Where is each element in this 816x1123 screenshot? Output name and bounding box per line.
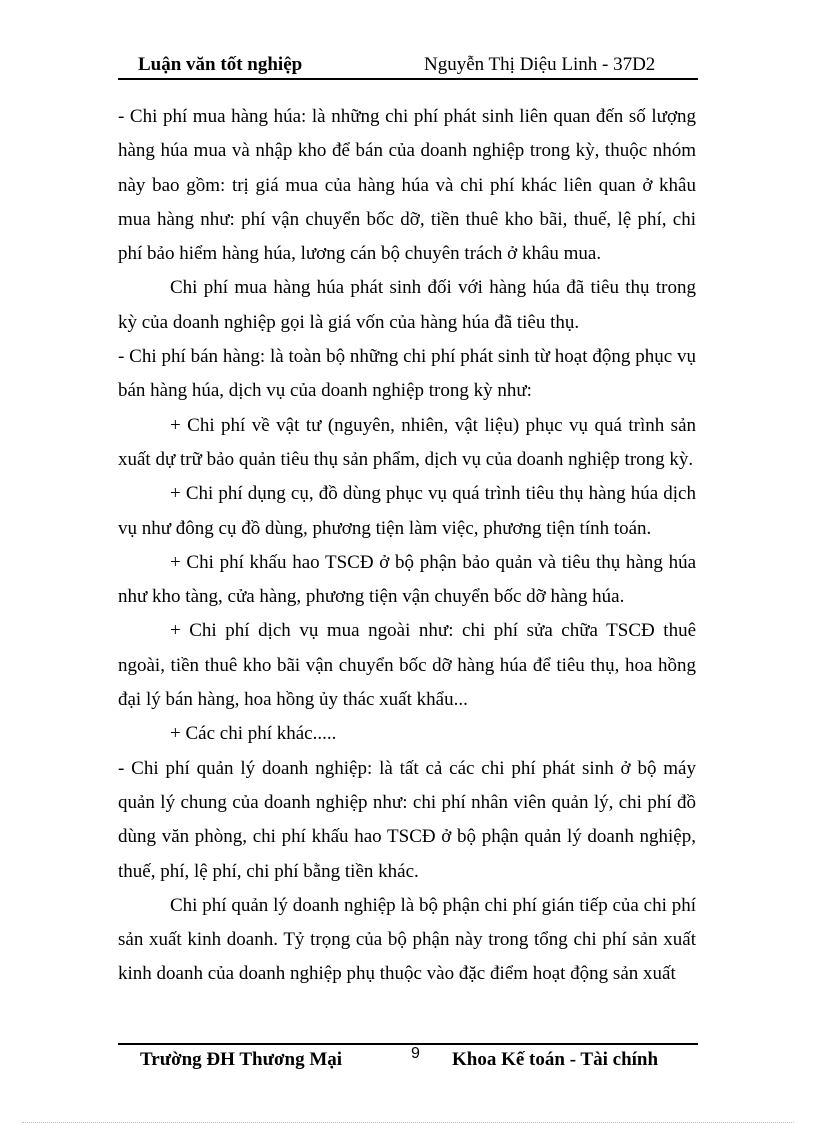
page-header (118, 52, 698, 80)
paragraph-selling-cost: - Chi phí bán hàng: là toàn bộ những chi phí phát sinh từ hoạt động phục vụ bán hàng húa, dịch vụ của doanh nghiệp trong kỳ như: (118, 346, 696, 402)
header-title: Luận văn tốt nghiệp (138, 54, 303, 75)
document-body (118, 100, 696, 992)
paragraph-purchase-cost: - Chi phí mua hàng húa: là những chi phí phát sinh liên quan đến số lượng hàng húa mua và nhập kho để bán của doanh nghiệp trong kỳ, thuộc nhóm này bao gồm: trị giá mua của hàng húa và chi phí khác liên quan ở khâu mua hàng như: phí vận chuyển bốc dỡ, tiền thuê kho bãi, thuế, lệ phí, chi phí bảo hiểm hàng húa, lương cán bộ chuyên trách ở khâu mua. (118, 106, 696, 265)
list-item-tools: + Chi phí dụng cụ, đồ dùng phục vụ quá trình tiêu thụ hàng húa dịch vụ như đông cụ đồ dùng, phương tiện làm việc, phương tiện tính toán. (118, 483, 696, 539)
paragraph-management-cost-detail: Chi phí quản lý doanh nghiệp là bộ phận chi phí gián tiếp của chi phí sản xuất kinh doanh. Tỷ trọng của bộ phận này trong tổng chi phí sản xuất kinh doanh của doanh nghiệp phụ thuộc vào đặc điểm hoạt động sản xuất (118, 894, 696, 985)
list-item-depreciation: + Chi phí khấu hao TSCĐ ở bộ phận bảo quản và tiêu thụ hàng húa như kho tàng, cửa hàng, phương tiện vận chuyển bốc dỡ hàng húa. (118, 551, 696, 608)
list-item-materials: + Chi phí về vật tư (nguyên, nhiên, vật liệu) phục vụ quá trình sản xuất dự trữ bảo quản tiêu thụ sản phẩm, dịch vụ của doanh nghiệp trong kỳ. (118, 414, 696, 470)
footer-faculty: Khoa Kế toán - Tài chính (452, 1049, 659, 1070)
paragraph-cost-of-goods: Chi phí mua hàng húa phát sinh đối với hàng húa đã tiêu thụ trong kỳ của doanh nghiệp gọi là giá vốn của hàng húa đã tiêu thụ. (118, 277, 696, 333)
footer-rule (118, 1043, 698, 1045)
paragraph-management-cost: - Chi phí quản lý doanh nghiệp: là tất cả các chi phí phát sinh ở bộ máy quản lý chung của doanh nghiệp như: chi phí nhân viên quản lý, chi phí đồ dùng văn phòng, chi phí khấu hao TSCĐ ở bộ phận quản lý doanh nghiệp, thuế, phí, lệ phí, chi phí bằng tiền khác. (118, 757, 696, 882)
list-item-outsourced-services: + Chi phí dịch vụ mua ngoài như: chi phí sửa chữa TSCĐ thuê ngoài, tiền thuê kho bãi vận chuyển bốc dỡ hàng húa để tiêu thụ, hoa hồng đại lý bán hàng, hoa hồng ủy thác xuất khẩu... (118, 620, 696, 711)
footer-school: Trường ĐH Thương Mại (140, 1049, 343, 1070)
list-item-other-costs: + Các chi phí khác..... (170, 723, 337, 745)
page-number: 9 (411, 1045, 420, 1062)
header-author: Nguyễn Thị Diệu Linh - 37D2 (424, 54, 656, 75)
